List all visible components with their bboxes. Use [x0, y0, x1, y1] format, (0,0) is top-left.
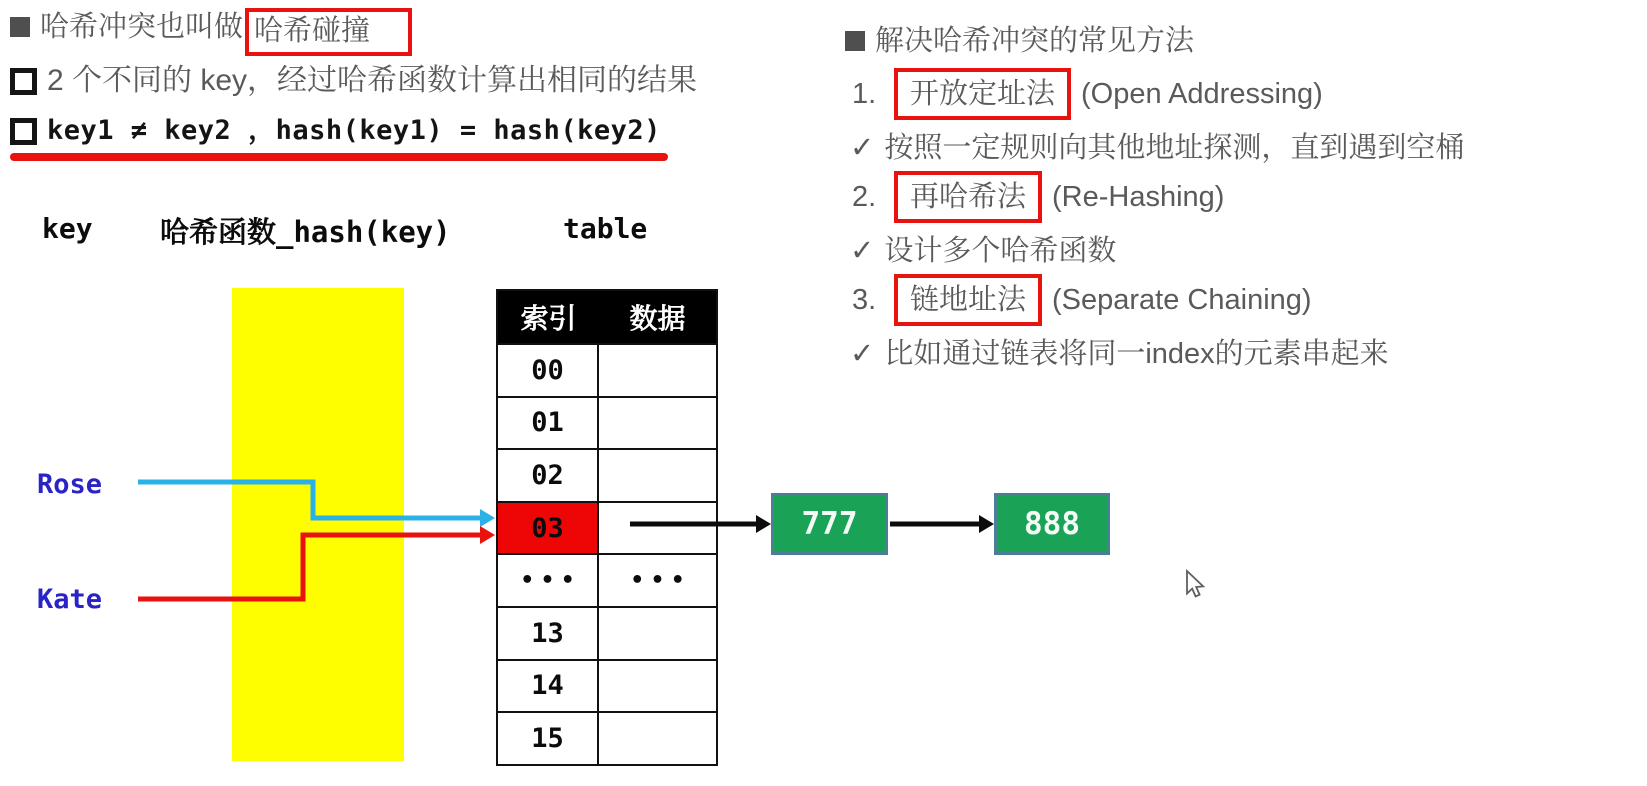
key-label-kate: Kate — [37, 584, 103, 615]
bullet-line-3 — [10, 112, 661, 150]
index-cell-highlighted: 03 — [498, 503, 599, 554]
bullet3-code: key1 ≠ key2 ，hash(key1) = hash(key2) — [47, 115, 661, 146]
note-line-1 — [850, 129, 1464, 167]
data-cell — [599, 713, 716, 764]
bullet-hollow-icon — [10, 118, 37, 145]
bullet1-boxed-text: 哈希碰撞 — [254, 15, 371, 47]
data-cell — [599, 398, 716, 449]
method-name: 再哈希法 — [910, 181, 1027, 213]
method-note: 按照一定规则向其他地址探测，直到遇到空桶 — [884, 132, 1465, 164]
method-name-boxed — [894, 171, 1042, 223]
data-cell — [599, 503, 716, 554]
chain-node-value: 888 — [1024, 506, 1080, 542]
chain-arrowhead-2-icon — [979, 515, 994, 533]
table-row — [498, 606, 716, 659]
column-label-hash-function: 哈希函数_hash(key) — [160, 215, 451, 249]
hash-table-header — [498, 291, 716, 343]
chain-node-888 — [994, 493, 1110, 555]
method-note: 设计多个哈希函数 — [884, 235, 1117, 267]
index-cell: 13 — [498, 608, 599, 659]
table-row — [498, 343, 716, 396]
column-label-table: table — [563, 212, 648, 245]
bullet1-text: 哈希冲突也叫做 — [40, 11, 244, 43]
method-line-2 — [852, 171, 1224, 223]
chain-node-value: 777 — [801, 506, 858, 542]
table-row — [498, 396, 716, 449]
right-title: 解决哈希冲突的常见方法 — [875, 25, 1195, 57]
rose-arrowhead-icon — [480, 509, 495, 527]
method-number: 1. — [852, 78, 877, 110]
hash-table — [496, 289, 718, 766]
table-row-highlighted — [498, 501, 716, 554]
method-en: (Re-Hashing) — [1052, 181, 1225, 213]
index-cell: 01 — [498, 398, 599, 449]
method-note: 比如通过链表将同一index的元素串起来 — [884, 338, 1389, 370]
method-line-1 — [852, 68, 1323, 120]
method-name-boxed — [894, 274, 1042, 326]
right-title-line — [845, 22, 1194, 60]
method-en: (Open Addressing) — [1081, 78, 1323, 110]
bullet-hollow-icon — [10, 68, 37, 95]
table-row — [498, 711, 716, 764]
bullet-filled-icon — [845, 31, 865, 51]
method-line-3 — [852, 274, 1312, 326]
index-cell: 14 — [498, 661, 599, 712]
table-row — [498, 448, 716, 501]
table-row-ellipsis — [498, 553, 716, 606]
index-cell-ellipsis: ••• — [498, 555, 599, 606]
data-cell — [599, 450, 716, 501]
data-cell — [599, 345, 716, 396]
bullet-filled-icon — [10, 17, 30, 37]
header-index: 索引 — [520, 303, 577, 334]
method-name: 开放定址法 — [910, 78, 1056, 110]
check-icon: ✓ — [850, 132, 875, 164]
data-cell-ellipsis: ••• — [630, 568, 692, 594]
method-name: 链地址法 — [910, 284, 1027, 316]
red-underline — [10, 153, 668, 161]
table-row — [498, 659, 716, 712]
mouse-cursor-icon — [1187, 571, 1203, 596]
chain-arrowhead-1-icon — [756, 515, 771, 533]
note-line-3 — [850, 335, 1389, 373]
check-icon: ✓ — [850, 338, 875, 370]
method-en: (Separate Chaining) — [1052, 284, 1312, 316]
kate-arrowhead-icon — [480, 526, 495, 544]
hash-function-block — [232, 288, 404, 761]
method-number: 3. — [852, 284, 877, 316]
index-cell: 02 — [498, 450, 599, 501]
bullet-line-2 — [10, 62, 697, 100]
bullet2-text: 2 个不同的 key，经过哈希函数计算出相同的结果 — [47, 64, 698, 97]
header-data: 数据 — [629, 303, 686, 334]
key-label-rose: Rose — [37, 469, 103, 500]
note-line-2 — [850, 232, 1116, 270]
data-cell — [599, 661, 716, 712]
check-icon: ✓ — [850, 235, 875, 267]
column-label-key: key — [42, 212, 93, 245]
index-cell: 00 — [498, 345, 599, 396]
method-name-boxed — [894, 68, 1071, 120]
bullet1-boxed-term — [245, 8, 412, 56]
chain-node-777 — [771, 493, 888, 555]
data-cell — [599, 608, 716, 659]
index-cell: 15 — [498, 713, 599, 764]
method-number: 2. — [852, 181, 877, 213]
bullet-line-1 — [10, 8, 412, 56]
